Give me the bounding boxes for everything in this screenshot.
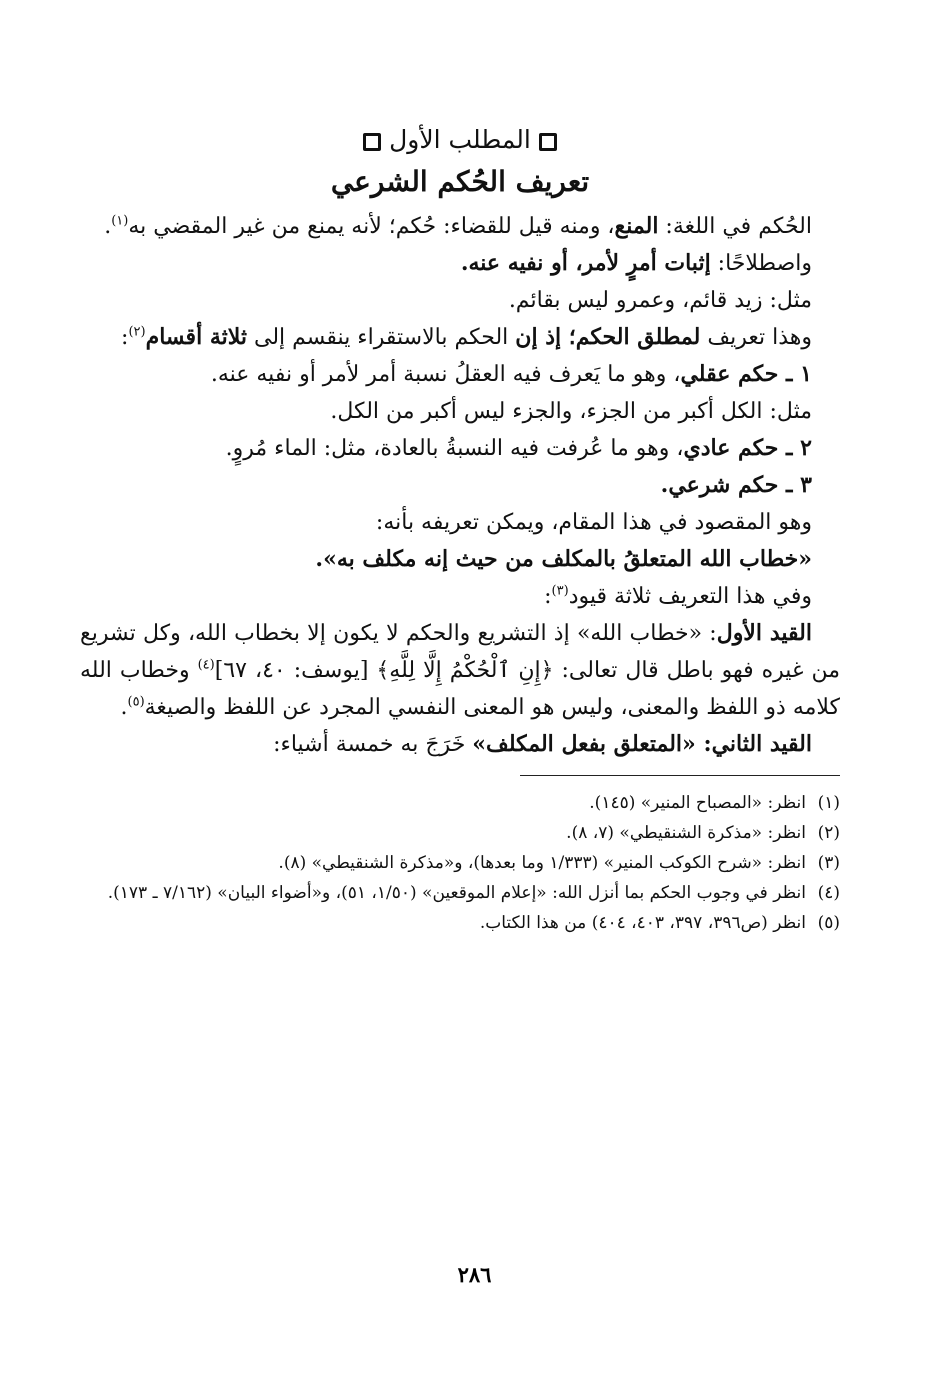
paragraph-example: مثل: زيد قائم، وعمرو ليس بقائم. bbox=[508, 288, 812, 313]
footnote-divider bbox=[520, 775, 840, 776]
footnote-item: (٢) انظر: «مذكرة الشنقيطي» (٧، ٨). bbox=[566, 823, 840, 843]
square-ornament-icon bbox=[539, 133, 557, 151]
paragraph-linguistic-definition: الحُكم في اللغة: المنع، ومنه قيل للقضاء: حُكم؛ لأنه يمنع من غير المقضي به$^{(١)}$. bbox=[104, 213, 812, 239]
section-heading-text: المطلب الأول bbox=[389, 125, 531, 154]
footnotes bbox=[80, 788, 840, 938]
footnote-ref: (٣) bbox=[551, 583, 569, 599]
paragraph-constraints: وفي هذا التعريف ثلاثة قيود$^{(٣)}$: bbox=[544, 583, 812, 609]
footnote-item: (٤) انظر في وجوب الحكم بما أنزل الله: «إعلام الموقعين» (١/٥٠، ٥١)، و«أضواء البيان» (٧/١٦٢ ـ ١٧٣). bbox=[107, 883, 840, 903]
list-item-rational: ١ ـ حكم عقلي، وهو ما يَعرف فيه العقلُ نسبة أمر لأمر أو نفيه عنه. bbox=[210, 361, 812, 387]
list-item-customary: ٢ ـ حكم عادي، وهو ما عُرفت فيه النسبةُ بالعادة، مثل: الماء مُروٍ. bbox=[225, 435, 812, 461]
footnote-ref: (٤) bbox=[197, 657, 215, 673]
body-text bbox=[80, 208, 840, 763]
footnote-item: (١) انظر: «المصباح المنير» (١٤٥). bbox=[589, 793, 840, 813]
page-content bbox=[80, 120, 840, 938]
paragraph-second-constraint: القيد الثاني: «المتعلق بفعل المكلف» خَرَجَ به خمسة أشياء: bbox=[273, 731, 812, 757]
paragraph-division: وهذا تعريف لمطلق الحكم؛ إذ إن الحكم بالاستقراء ينقسم إلى ثلاثة أقسام$^{(٢)}$: bbox=[121, 324, 812, 350]
square-ornament-icon bbox=[363, 133, 381, 151]
footnote-item: (٥) انظر (ص٣٩٦، ٣٩٧، ٤٠٣، ٤٠٤) من هذا الكتاب. bbox=[479, 913, 840, 933]
paragraph-intent: وهو المقصود في هذا المقام، ويمكن تعريفه بأنه: bbox=[375, 510, 812, 535]
footnote-ref: (٥) bbox=[127, 694, 145, 710]
list-item-example: مثل: الكل أكبر من الجزء، والجزء ليس أكبر من الكل. bbox=[330, 399, 812, 424]
footnote-ref: (١) bbox=[111, 213, 129, 229]
paragraph-technical-definition: واصطلاحًا: إثبات أمرٍ لأمر، أو نفيه عنه. bbox=[460, 250, 812, 276]
section-heading bbox=[80, 120, 840, 160]
footnote-ref: (٢) bbox=[128, 324, 146, 340]
list-item-legal: ٣ ـ حكم شرعي. bbox=[660, 472, 812, 498]
paragraph-first-constraint: القيد الأول: «خطاب الله» إذ التشريع والحكم لا يكون إلا بخطاب الله، وكل تشريع من غيره فهو باطل قال تعالى: ﴿إِنِ ٱلْحُكْمُ إِلَّا لِلَّهِ﴾ [يوسف: ٤٠، ٦٧]$^{(٤)}$ وخطاب الله كلامه ذو اللفظ والمعنى، وليس هو المعنى النفسي المجرد عن اللفظ والصيغة$^{(٥)}$. bbox=[80, 620, 840, 720]
footnote-item: (٣) انظر: «شرح الكوكب المنير» (١/٣٣٣ وما بعدها)، و«مذكرة الشنقيطي» (٨). bbox=[278, 853, 840, 873]
definition-quote: «خطاب الله المتعلقُ بالمكلف من حيث إنه مكلف به». bbox=[315, 546, 812, 572]
page-number: ٢٨٦ bbox=[457, 1262, 492, 1287]
page-title: تعريف الحُكم الشرعي bbox=[330, 165, 590, 198]
